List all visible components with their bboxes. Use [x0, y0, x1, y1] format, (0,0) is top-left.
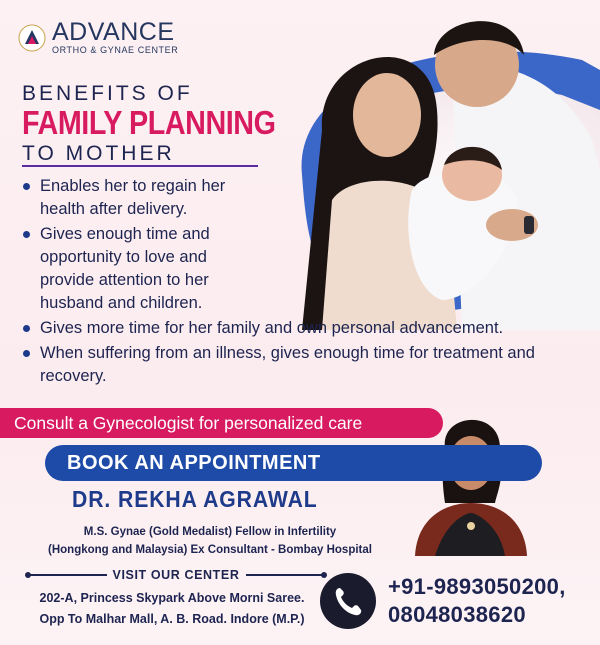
list-item: Gives enough time and opportunity to love and provide attention to her husband and children.	[20, 223, 260, 315]
phone-number-1[interactable]: +91-9893050200,	[388, 574, 566, 599]
brand-name: ADVANCE	[52, 18, 175, 46]
phone-numbers	[388, 573, 566, 629]
list-item: When suffering from an illness, gives enough time for treatment and recovery.	[20, 342, 580, 388]
tooth-logo-icon	[18, 24, 46, 52]
list-item: Gives more time for her family and own personal advancement.	[20, 317, 580, 340]
visit-divider	[28, 568, 324, 582]
phone-number-2[interactable]: 08048038620	[388, 602, 526, 627]
phone-icon[interactable]	[320, 573, 376, 629]
heading-line-2: FAMILY PLANNING	[22, 104, 276, 141]
heading-line-1: BENEFITS OF	[22, 82, 193, 105]
heading-line-3: TO MOTHER	[22, 142, 175, 165]
address-line-1: 202-A, Princess Skypark Above Morni Saree.	[39, 591, 305, 605]
address	[16, 588, 328, 630]
doctor-qualifications	[40, 523, 380, 559]
address-line-2: Opp To Malhar Mall, A. B. Road. Indore (M.P.)	[39, 612, 305, 626]
doctor-name: DR. REKHA AGRAWAL	[72, 486, 318, 512]
benefits-list	[20, 175, 580, 390]
qualification-line-1: M.S. Gynae (Gold Medalist) Fellow in Infertility	[83, 526, 337, 538]
visit-label: VISIT OUR CENTER	[112, 568, 240, 582]
qualification-line-2: (Hongkong and Malaysia) Ex Consultant - Bombay Hospital	[48, 544, 372, 556]
heading-underline	[22, 165, 258, 167]
consult-banner: Consult a Gynecologist for personalized care	[0, 408, 443, 438]
brand-logo	[18, 20, 178, 55]
doctor-photo	[405, 408, 535, 556]
book-appointment-button[interactable]: BOOK AN APPOINTMENT	[45, 445, 542, 481]
brand-tagline: ORTHO & GYNAE CENTER	[52, 45, 179, 55]
list-item: Enables her to regain her health after delivery.	[20, 175, 260, 221]
